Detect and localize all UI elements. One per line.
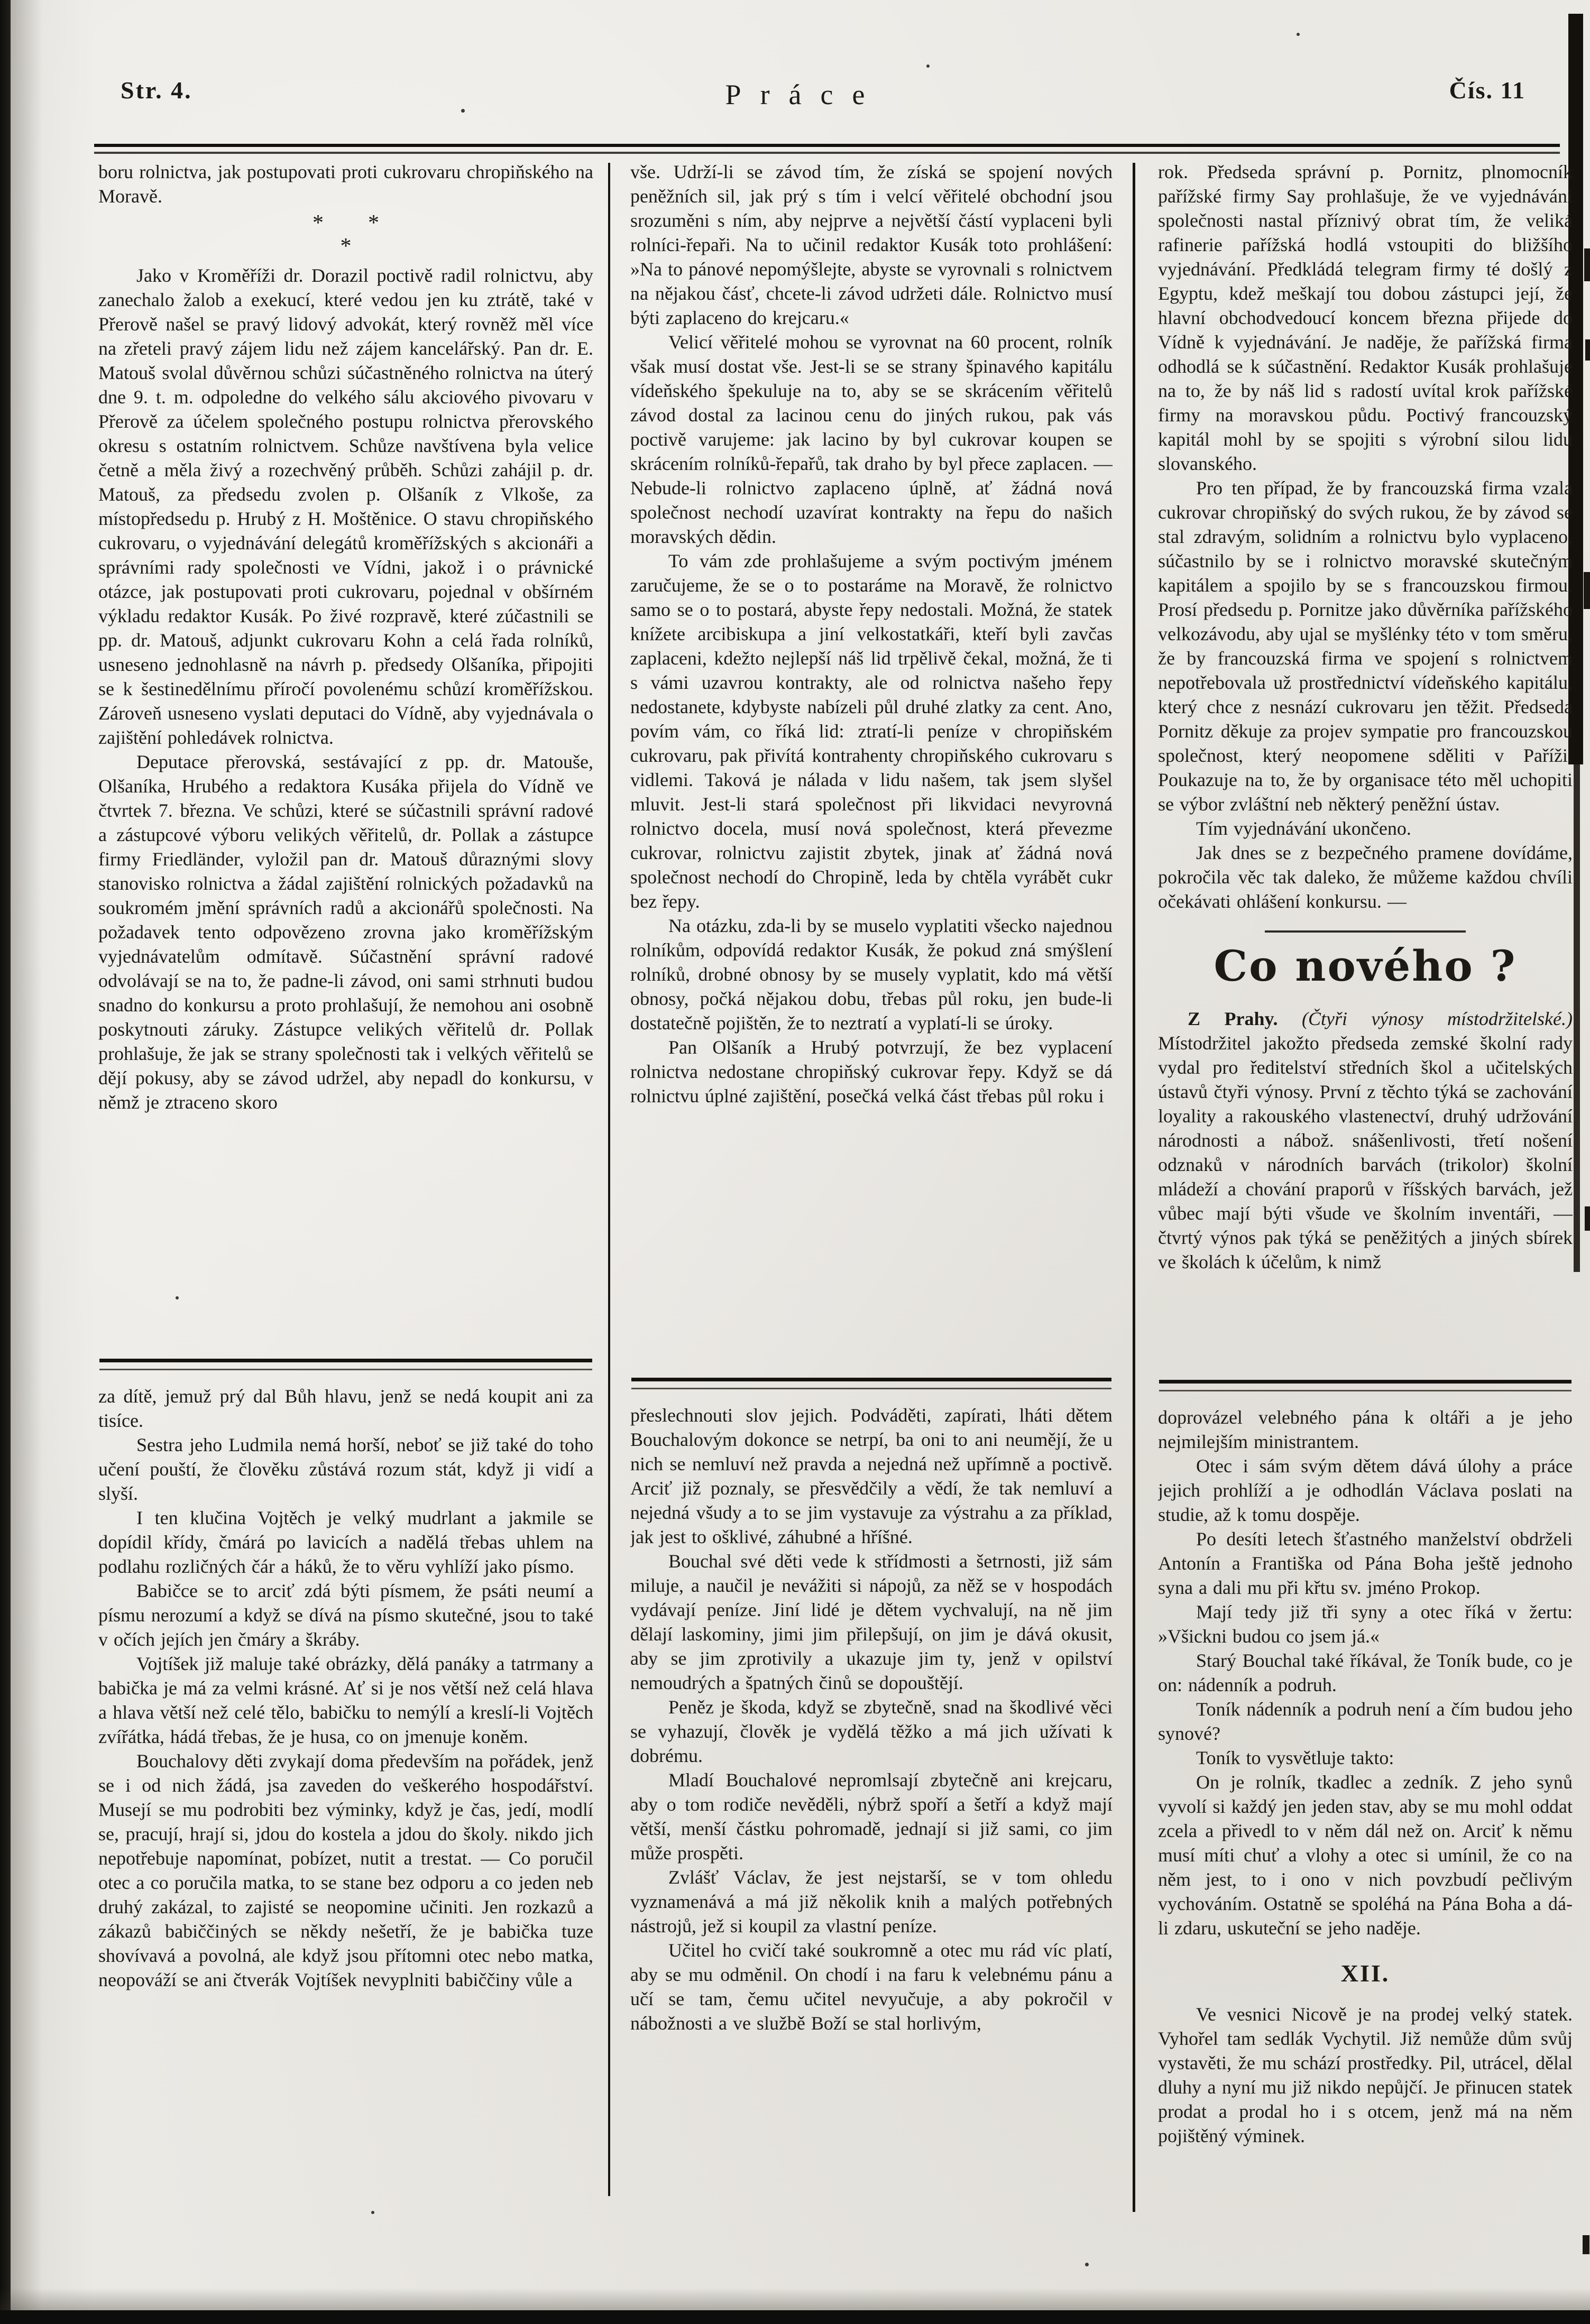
column-2	[630, 160, 1113, 2196]
paragraph: Učitel ho cvičí také soukromně a otec mu rád víc platí, aby se mu odměnil. On chodí i na faru k velebnému pánu a učí se tam, čemu učitel nevyučuje, a aby pokročil v nábožnosti a ve službě Boží se stal horlivým,	[630, 1940, 1113, 2034]
column-divider-2	[1133, 163, 1135, 2212]
column-3	[1158, 160, 1573, 2203]
paragraph: Zvlášť Václav, že jest nejstarší, se v tom ohledu vyznamenává a má již několik knih a malých potřebných nástrojů, jež si koupil za vlastní peníze.	[630, 1867, 1113, 1936]
paragraph: Bouchalovy děti zvykají doma především na pořádek, jenž se i od nich žádá, jsa zaveden do veškerého hospodářství. Musejí se mu podrobiti bez výminky, když je čas, jedí, modlí se, pracují, hrají si, jdou do kostela a jdou do školy. nikdo jich nepotřebuje napomínat, pobízet, nutit a trestat. — Co poručil otec a co poručila matka, to se stane bez odporu a co jeden neb druhý zakázal, to zajisté se neopomine učiniti. Jen rozkazů a zákazů babiččiných se někdy nešetří, že je babička tuze shovívavá a povolná, ale když jsou přítomni otec nebo matka, neopováží se ani čtverák Vojtíšek nevyplniti babiččiny vůle a	[98, 1750, 593, 1990]
section-end-rule	[1265, 930, 1466, 933]
article-body-text	[630, 160, 1113, 1108]
paragraph: Velicí věřitelé mohou se vyrovnat na 60 procent, rolník však musí dostat vše. Jest-li se se strany špinavého kapitálu vídeňského špekuluje na to, aby se se skrácením věřitelů závod dostal za lacinou cenu do jiných rukou, pak vás poctivě varujeme: jak lacino by byl cukrovar koupen se skrácením rolníků-řepařů, tak draho by byl přece zaplacen. — Nebude-li rolnictvo zaplaceno úplně, ať žádná nová společnost nechodí uzavírat kontrakty na řepu do našich moravských dědin.	[630, 331, 1113, 547]
paragraph: Jak dnes se z bezpečného pramene dovídáme, pokročila věc tak daleko, že můžeme každou chvíli očekávati ohlášení konkursu. —	[1158, 842, 1573, 912]
scan-edge-left-shade	[11, 0, 42, 2324]
column-3-article	[1158, 160, 1573, 1371]
scan-edge-right-thin	[1574, 764, 1580, 1272]
news-item	[1158, 1007, 1573, 1274]
article-body-text	[1158, 160, 1573, 914]
feuilleton-text	[1158, 2002, 1573, 2148]
paragraph: Mladí Bouchalové nepromlsají zbytečně ani krejcaru, aby o tom rodiče nevěděli, nýbrž spoří a šetří a když mají větší, menší částku pohromadě, jednají si již sami, co jim může prospěti.	[630, 1769, 1113, 1864]
paragraph: Vojtíšek již maluje také obrázky, dělá panáky a tatrmany a babička je má za velmi krásné. Ať si je nos větší než celá hlava a hlava větší než celé tělo, babičku to nemýlí a kreslí-li Vojtěch zvířátka, hádá třebas, že je husa, co on jmenuje koněm.	[98, 1653, 593, 1747]
paragraph: Ve vesnici Nicově je na prodej velký statek. Vyhořel tam sedlák Vychytil. Již nemůže dům svůj vystavěti, že mu schází prostředky. Pil, utrácel, dělal dluhy a nyní mu již nikdo nepůjčí. Je přinucen statek prodat a prodal ho i s otcem, jenž má na něm pojištěný výminek.	[1158, 2004, 1573, 2146]
paragraph: On je rolník, tkadlec a zedník. Z jeho synů vyvolí si každý jen jeden stav, aby se mu mohl oddat zcela a přivedl to v něm dál než on. Arciť k němu musí míti chuť a vlohy a otec si umínil, že co na něm jest, to i ono v nich povzbudí pečlivým vychováním. Ostatně se spoléhá na Pána Boha a dá-li zdaru, uskuteční se jeho naděje.	[1158, 1772, 1573, 1939]
paragraph: Tím vyjednávání ukončeno.	[1196, 818, 1411, 839]
paragraph: boru rolnictva, jak postupovati proti cukrovaru chropiňského na Moravě.	[98, 161, 593, 207]
column-1-article	[98, 160, 593, 1350]
paragraph: za dítě, jemuž prý dal Bůh hlavu, jenž se nedá koupit ani za tisíce.	[98, 1386, 593, 1431]
paper-speck	[371, 2211, 374, 2214]
paragraph: Babičce se to arciť zdá býti písmem, že psáti neumí a písmu nerozumí a když se dívá na písmo skutečné, jsou to také v očích jejích jen čmáry a škráby.	[98, 1580, 593, 1650]
dinkus-line: * *	[313, 211, 379, 235]
feuilleton-text	[630, 1403, 1113, 2035]
masthead-title: Práce	[725, 79, 884, 110]
paragraph: Mají tedy již tři syny a otec říká v žertu: »Všickni budou co jsem já.«	[1158, 1601, 1573, 1647]
paragraph: Bouchal své děti vede k střídmosti a šetrnosti, již sám miluje, a naučil je nevážiti si nápojů, za něž se v hospodách vydávají peníze. Jiní lidé je dětem vychvalují, na ně jim dělají laskominy, jimi jim přilepšují, on jim je dává okusit, aby se jim zprotivily a ukazuje jim ty, jenž v opilství nemoudrých a špatných činů se dopouštějí.	[630, 1551, 1113, 1693]
scan-fragment	[1585, 339, 1590, 361]
news-item-lead: Z Prahy.	[1188, 1008, 1278, 1029]
section-divider-rule	[1159, 1380, 1571, 1391]
paper-speck	[1297, 33, 1300, 36]
scan-edge-left	[0, 0, 11, 2324]
paragraph: I ten klučina Vojtěch je velký mudrlant a jakmile se dopídil křídy, čmárá po lavicích a nadělá třebas uhlem na podlahu rozličných čár a háků, že to věru vyhlíží jako písmo.	[98, 1507, 593, 1577]
section-divider-rule	[631, 1378, 1111, 1389]
paper-speck	[926, 64, 930, 68]
paragraph: doprovázel velebného pána k oltáři a je jeho nejmilejším ministrantem.	[1158, 1407, 1573, 1452]
paragraph: Deputace přerovská, sestávající z pp. dr. Matouše, Olšaníka, Hrubého a redaktora Kusáka přijela do Vídně ve čtvrtek 7. března. Ve schůzi, které se súčastnili správní radové a zástupcové výboru velikých věřitelů, dr. Pollak a zástupce firmy Friedländer, vyložil pan dr. Matouš důraznými slovy stanovisko rolnictva a žádal zajištění rolnických požadavků na soukromém jmění správních radů a akcionářů společnosti. Na požadavek tento odpovězeno zrovna jako kroměřížským vyjednávatelům odmítavě. Súčastnění správní radové odvolávají se na to, že padne-li závod, oni sami strhnuti budou snadno do konkursu a proto prohlašují, že nemohou ani osobně poskytnouti záruky. Zástupce velikých věřitelů dr. Pollak prohlašuje, že jak se strany společnosti tak i velkých věřitelů se dějí pokusy, aby se závod udržel, aby nepadl do konkursu, v němž je ztraceno skoro	[98, 751, 593, 1113]
page-number: Str. 4.	[121, 77, 192, 104]
scan-edge-bottom-shade	[0, 2288, 1590, 2310]
article-continuation-text	[98, 160, 593, 208]
feuilleton-text	[98, 1384, 593, 1992]
paragraph: Peněz je škoda, když se zbytečně, snad na škodlivé věci se vyhazují, člověk je vydělá těžko a má jich užívati k dobrému.	[630, 1696, 1113, 1766]
paragraph: Pan Olšaník a Hrubý potvrzují, že bez vyplacení rolnictva nedostane chropiňský cukrovar řepy. Když se dá rolnictvu úplné zajištění, posečká velká část třebas půl roku i	[630, 1037, 1113, 1106]
column-3-feuilleton	[1158, 1405, 1573, 2203]
scan-fragment	[1584, 572, 1590, 609]
paragraph: Pro ten případ, že by francouzská firma vzala cukrovar chropiňský do svých rukou, že by závod se stal zdravým, solidním a rolnictvu bylo vyplaceno, súčastnilo by se i rolnictvo moravské skutečným kapitálem a spojilo by se s francouzskou firmou. Prosí předsedu p. Pornitze jako důvěrníka pařížského velkozávodu, aby ujal se myšlénky této v tom směru, že by francouzská firma ve spojení s rolnictvem nepotřebovala už prostřednictví vídeňského kapitálu, který chce z nesnází cukrovaru jen těžit. Předseda Pornitz děkuje za projev sympatie pro francouzskou společnost, který neopomene sděliti v Paříži. Poukazuje na to, že by organisace této měl uchopiti se výbor zvláštní neb některý peněžní ústav.	[1158, 477, 1573, 815]
feuilleton-text	[1158, 1405, 1573, 1940]
chapter-heading: XII.	[1340, 1960, 1390, 1987]
asterisk-dinkus	[98, 211, 593, 258]
issue-number: Čís. 11	[1449, 77, 1525, 104]
paragraph: Otec i sám svým dětem dává úlohy a práce jejich prohlíží a je odhodlán Václava poslati na studie, až k tomu dospěje.	[1158, 1455, 1573, 1525]
paragraph: vše. Udrží-li se závod tím, že získá se spojení nových peněžních sil, jak prý s tím i velcí věřitelé obchodní jsou srozuměni s ním, aby nejprve a největší částí vyplaceni byli rolníci-řepaři. Na to učinil redaktor Kusák toto prohlášení: »Na to pánové nepomýšlejte, abyste se vyrovnali s rolnictvem na nějakou čásť, chcete-li závod udržeti dále. Rolnictvo musí býti zaplaceno do krejcaru.«	[630, 161, 1113, 328]
paragraph: To vám zde prohlašujeme a svým poctivým jménem zaručujeme, že se o to postaráme na Moravě, že rolnictvo samo se o to postará, abyste řepy nedostali. Možná, že statek knížete arcibiskupa a jiní velkostatkáři, kteří byli zavčas zaplaceni, kdežto nejlepší náš lid trpělivě čekal, možná, že ti s vámi uzavrou kontrakty, ale od rolnictva našeho řepy nedostanete, kdybyste nabízeli půl druhé zlatky za cent. Ano, povím vám, co říká lid: ztratí-li peníze v chropiňském cukrovaru, pak přivítá kontrahenty chropiňského cukrovaru s vidlemi. Taková je nálada v lidu našem, tak jsem slyšel mluvit. Jest-li stará společnost při likvidaci nevyrovná rolnictvo docela, musí nová společnost, která převezme cukrovar, rolnictvu zajistit zbytek, jinak ať žádná nová společnost nechodí do Chropině, leda by chtěla vyrábět cukr bez řepy.	[630, 550, 1113, 912]
column-2-feuilleton	[630, 1403, 1113, 2196]
column-1-feuilleton	[98, 1384, 593, 2192]
paragraph: Na otázku, zda-li by se muselo vyplatiti všecko najednou rolníkům, odpovídá redaktor Kusák, že pokud zná smýšlení rolníků, drobné obnosy by se musely vyplatit, kdo má větší obnosy, počká nějakou dobu, třebas půl roku, jen bude-li dostatečně pojištěn, že to neztratí a vyplatí-li se úroky.	[630, 915, 1113, 1034]
column-2-article	[630, 160, 1113, 1369]
paragraph: Sestra jeho Ludmila nemá horší, neboť se již také do toho učení pouští, že člověku zůstává rozum stát, když ji vidí a slyší.	[98, 1434, 593, 1504]
paragraph: Po desíti letech šťastného manželství obdrželi Antonín a Františka od Pána Boha ještě jednoho syna a dali mu při křtu sv. jméno Prokop.	[1158, 1528, 1573, 1598]
news-section-title: Co nového ?	[1214, 941, 1517, 991]
header-rule	[94, 144, 1560, 154]
article-body-text	[98, 263, 593, 1114]
paragraph: Toník to vysvětluje takto:	[1196, 1747, 1394, 1768]
dinkus-line: *	[340, 234, 352, 259]
paragraph: Toník nádenník a podruh není a čím budou jeho synové?	[1158, 1699, 1573, 1744]
section-divider-rule	[99, 1359, 592, 1370]
news-item-body: Místodržitel jakožto předseda zemské školní rady vydal pro ředitelství středních škol a učitelských ústavů čtyři výnosy. První z těchto týká se zachování loyality a rakouského vlastenectví, druhý udržování národnosti a nábož. snášenlivosti, třetí nošení odznaků v národních barvách (trikolor) školní mládeží a chování praporů v říšských barvách, jež vůbec mají býti všude ve školním inventáři, — čtvrtý výnos pak týká se peněžitých a jiných sbírek ve školách k účelům, k nimž	[1158, 1032, 1573, 1272]
scan-fragment	[1585, 1206, 1590, 1231]
scan-fragment	[1583, 2235, 1589, 2254]
news-item-subtitle: (Čtyři výnosy místodržitelské.)	[1302, 1008, 1573, 1029]
paragraph: rok. Předseda správní p. Pornitz, plnomocník pařížské firmy Say prohlašuje, že ve vyjednávání společnosti nastal příznivý obrat tím, že veliká rafinerie pařížská hodlá vstoupiti do bližšího vyjednávání. Předkládá telegram firmy té došlý z Egyptu, kdež meškají tou dobou zástupci její, že hlavní obchodvedoucí koncem března přijede do Vídně k vyjednávání. Je naděje, že pařížská firma odhodlá se k súčastnění. Redaktor Kusák prohlašuje na to, že by náš lid s radostí uvítal krok pařížské firmy na moravskou půdu. Poctivý francouzský kapitál mohl by se spojiti s výrobní silou lidu slovanského.	[1158, 161, 1573, 474]
paper-speck	[1085, 2263, 1089, 2266]
scan-edge-bottom	[0, 2310, 1590, 2324]
paragraph: přeslechnouti slov jejich. Podváděti, zapírati, lháti dětem Bouchalovým dokonce se netrpí, ba oni to ani neumějí, že u nich se nemluví než pravda a nejedná než upřímně a poctivě. Arciť již poznaly, se přesvědčily a vědí, že tak nemluví a nejedná všudy a to se jim vystavuje za výstrahu a za příklad, jak jest to ošklivé, záhubné a hříšné.	[630, 1405, 1113, 1547]
paragraph: Starý Bouchal také říkával, že Toník bude, co je on: nádenník a podruh.	[1158, 1650, 1573, 1695]
scan-fragment	[1584, 248, 1590, 281]
paragraph: Jako v Kroměříži dr. Dorazil poctivě radil rolnictvu, aby zanechalo žalob a exekucí, které vedou jen ku ztrátě, také v Přerově našel se pravý lidový advokát, který rovněž měl více na zřeteli pravý zájem lidu než zájem kancelářský. Pan dr. E. Matouš svolal důvěrnou schůzi súčastněného rolnictva na úterý dne 9. t. m. odpoledne do velkého sálu akciového pivovaru v Přerově za účelem společného postupu rolnictva přerovského okresu s ostatním rolnictvem. Schůze navštívena byla velice četně a měla živý a rozechvěný průběh. Schůzi zahájil p. dr. Matouš, za předsedu zvolen p. Olšaník z Vlkoše, za místopředsedu p. Hrubý z H. Moštěnice. O stavu chropiňského cukrovaru, o vyjednávání delegátů kroměřížských s akcionáři a správními rady společnosti ve Vídni, jakož i o právnické otázce, jak postupovati proti cukrovaru, pojednal v obšírném výkladu redaktor Kusák. Po živé rozpravě, které zúčastnili se pp. dr. Matouš, adjunkt cukrovaru Kohn a celá řada rolníků, usneseno jednohlasně na návrh p. předsedy Olšaníka, připojiti se k šestinedělnímu příročí povolenému schůzí kroměřížskou. Zároveň usneseno vyslati deputaci do Vídně, aby vyjednávala o zajištění pohledávek rolnictva.	[98, 265, 593, 748]
column-divider-1	[608, 163, 610, 2196]
column-1	[98, 160, 593, 2192]
